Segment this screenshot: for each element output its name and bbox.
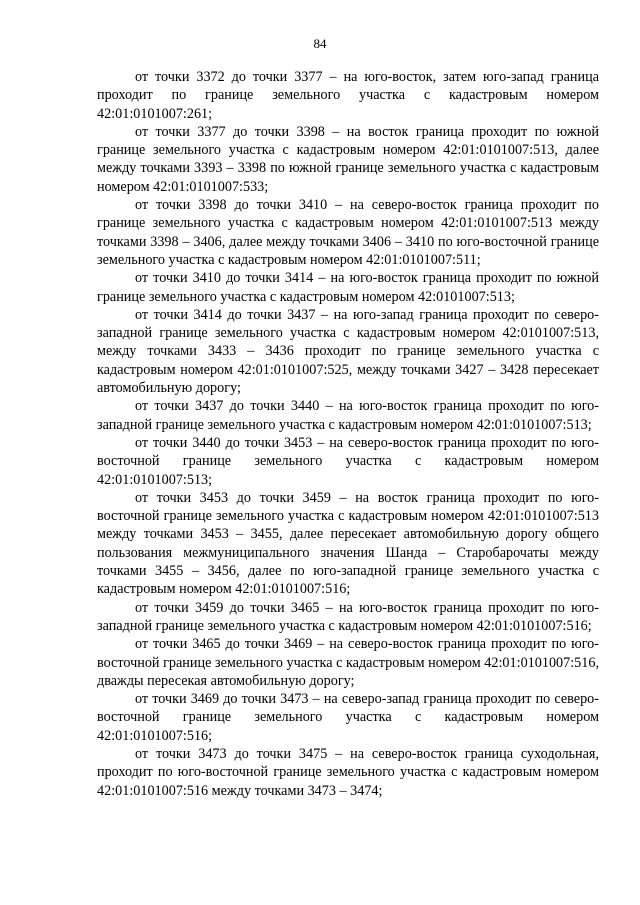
boundary-paragraph: от точки 3459 до точки 3465 – на юго-восток граница проходит по юго-западной границе земельного участка с кадастровым номером 42:01:0101007:516;	[97, 599, 599, 634]
boundary-paragraph: от точки 3440 до точки 3453 – на северо-восток граница проходит по юго-восточной границе земельного участка с кадастровым номером 42:01:0101007:513;	[97, 434, 599, 488]
boundary-paragraph: от точки 3414 до точки 3437 – на юго-запад граница проходит по северо-западной границе земельного участка с кадастровым номером 42:0101007:513, между точками 3433 – 3436 проходит по границе земельного участка с кадастровым номером 42:01:0101007:525, между точками 3427 – 3428 пересекает автомобильную дорогу;	[97, 306, 599, 397]
boundary-paragraph: от точки 3465 до точки 3469 – на северо-восток граница проходит по юго-восточной границе земельного участка с кадастровым номером 42:01:0101007:516, дважды пересекая автомобильную дорогу;	[97, 636, 599, 689]
boundary-paragraph: от точки 3453 до точки 3459 – на восток граница проходит по юго-восточной границе земельного участка с кадастровым номером 42:01:0101007:513 между точками 3453 – 3455, далее пересекает автомобильную дорогу общего пользования межмуниципального значения Шанда – Старобарочаты между точками 3455 – 3456, далее по юго-западной границе земельного участка с кадастровым номером 42:01:0101007:516;	[97, 489, 599, 598]
page-number: 84	[313, 36, 327, 51]
boundary-paragraph: от точки 3398 до точки 3410 – на северо-восток граница проходит по границе земельного участка с кадастровым номером 42:01:0101007:513 между точками 3398 – 3406, далее между точками 3406 – 3410 по юго-восточной границе земельного участка с кадастровым номером 42:01:0101007:511;	[97, 197, 599, 268]
boundary-paragraph: от точки 3372 до точки 3377 – на юго-восток, затем юго-запад граница проходит по границе земельного участка с кадастровым номером 42:01:0101007:261;	[97, 69, 599, 122]
boundary-paragraph: от точки 3469 до точки 3473 – на северо-запад граница проходит по северо-восточной границе земельного участка с кадастровым номером 42:01:0101007:516;	[97, 691, 599, 744]
boundary-paragraph: от точки 3410 до точки 3414 – на юго-восток граница проходит по южной границе земельного участка с кадастровым номером 42:0101007:513;	[97, 270, 599, 305]
document-body	[97, 68, 599, 800]
boundary-paragraph: от точки 3473 до точки 3475 – на северо-восток граница суходольная, проходит по юго-восточной границе земельного участка с кадастровым номером 42:01:0101007:516 между точками 3473 – 3474;	[97, 745, 599, 799]
boundary-paragraph: от точки 3377 до точки 3398 – на восток граница проходит по южной границе земельного участка с кадастровым номером 42:01:0101007:513, далее между точками 3393 – 3398 по южной границе земельного участка с кадастровым номером 42:01:0101007:533;	[97, 123, 599, 195]
boundary-paragraph: от точки 3437 до точки 3440 – на юго-восток граница проходит по юго-западной границе земельного участка с кадастровым номером 42:01:0101007:513;	[97, 398, 599, 433]
